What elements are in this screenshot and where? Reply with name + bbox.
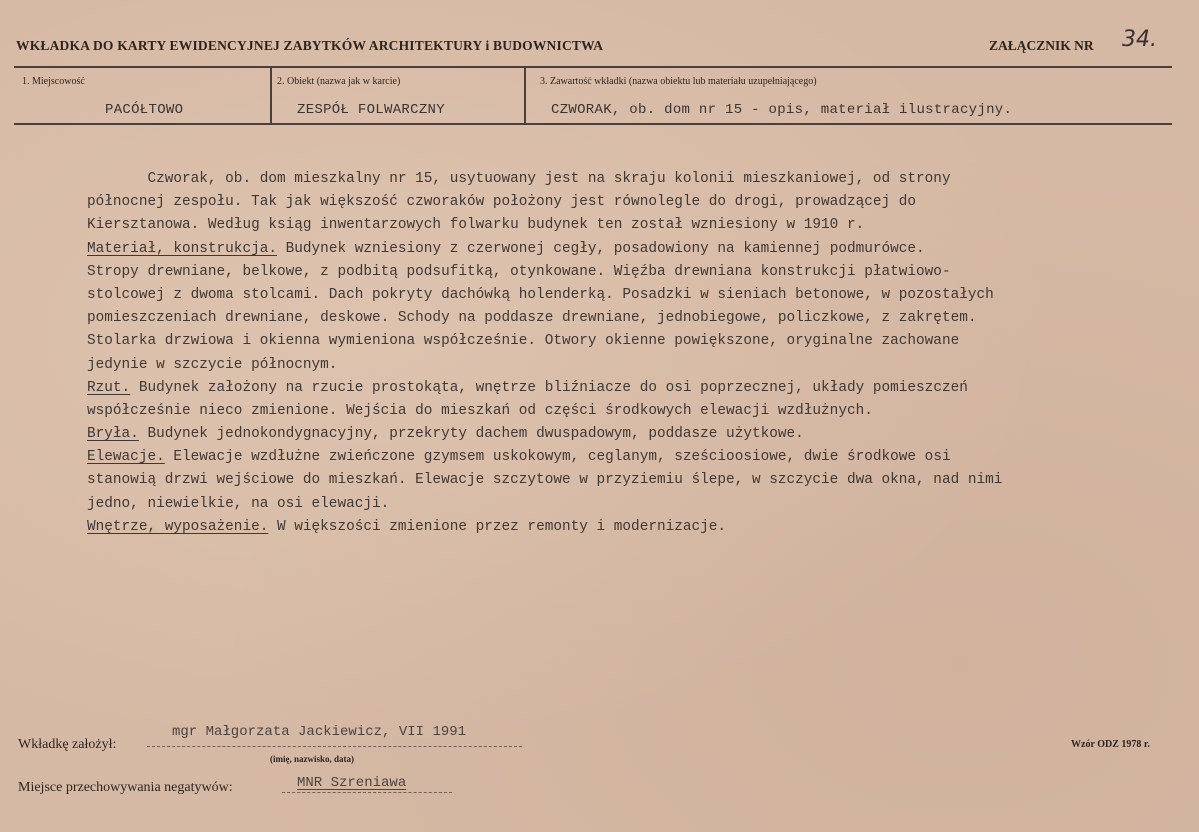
founder-hint: (imię, nazwisko, data) xyxy=(270,754,354,764)
field-content-value: CZWORAK, ob. dom nr 15 - opis, materiał ilustracyjny. xyxy=(551,102,1013,118)
section-heading: Materiał, konstrukcja. xyxy=(87,240,277,257)
body-line: współcześnie nieco zmienione. Wejścia do mieszkań od części środkowych elewacji wzdłużnych. xyxy=(87,402,873,419)
body-line: jedynie w szczycie północnym. xyxy=(87,356,338,373)
body-line: pomieszczeniach drewniane, deskowe. Schody na poddasze drewniane, jednobiegowe, policzkowe, z zakrętem. xyxy=(87,310,977,327)
body-line: Kiersztanowa. Według ksiąg inwentarzowych folwarku budynek ten został wzniesiony w 1910 r. xyxy=(87,217,865,234)
field-content-label: 3. Zawartość wkładki (nazwa obiektu lub materiału uzupełniającego) xyxy=(540,76,817,87)
body-line: Stolarka drzwiowa i okienna wymieniona współcześnie. Otwory okienne powiększone, oryginalne zachowane xyxy=(87,333,960,350)
body-line: Materiał, konstrukcja. Budynek wzniesiony z czerwonej cegły, posadowiony na kamiennej podmurówce. xyxy=(87,240,925,257)
header-top-rule xyxy=(14,66,1172,68)
field-locality-value: PACÓŁTOWO xyxy=(105,102,184,118)
section-heading: Bryła. xyxy=(87,426,139,443)
field-divider-1 xyxy=(270,66,272,124)
body-line: Wnętrze, wyposażenie. W większości zmienione przez remonty i modernizacje. xyxy=(87,518,727,535)
attachment-label: ZAŁĄCZNIK NR xyxy=(989,38,1094,53)
founder-value: mgr Małgorzata Jackiewicz, VII 1991 xyxy=(172,724,467,740)
body-line: Rzut. Budynek założony na rzucie prostokąta, wnętrze bliźniacze do osi poprzecznej, układy pomieszczeń xyxy=(87,379,968,396)
storage-label: Miejsce przechowywania negatywów: xyxy=(18,780,233,795)
description-body xyxy=(87,168,1187,539)
body-line: północnej zespołu. Tak jak większość czworaków położony jest równolegle do drogi, prowadzącej do xyxy=(87,194,917,211)
founder-underline xyxy=(147,746,522,747)
section-heading: Wnętrze, wyposażenie. xyxy=(87,518,269,535)
form-code: Wzór ODZ 1978 r. xyxy=(1071,739,1150,750)
storage-value: MNR Szreniawa xyxy=(297,775,407,791)
field-object-label: 2. Obiekt (nazwa jak w karcie) xyxy=(277,76,401,87)
founder-label: Wkładkę założył: xyxy=(18,737,117,752)
attachment-number: 34. xyxy=(1122,27,1157,52)
field-object-value: ZESPÓŁ FOLWARCZNY xyxy=(297,102,445,118)
form-title: WKŁADKA DO KARTY EWIDENCYJNEJ ZABYTKÓW ARCHITEKTURY i BUDOWNICTWA xyxy=(16,38,604,53)
body-line: Czworak, ob. dom mieszkalny nr 15, usytuowany jest na skraju kolonii mieszkaniowej, od strony xyxy=(87,171,951,187)
body-line: Stropy drewniane, belkowe, z podbitą podsufitką, otynkowane. Więźba drewniana konstrukcji płatwiowo- xyxy=(87,263,951,280)
field-divider-2 xyxy=(524,66,526,124)
body-line: stolcowej z dwoma stolcami. Dach pokryty dachówką holenderką. Posadzki w sieniach betonowe, w pozostałych xyxy=(87,286,994,303)
body-line: jedno, niewielkie, na osi elewacji. xyxy=(87,495,390,512)
body-line: Elewacje. Elewacje wzdłużne zwieńczone gzymsem uskokowym, ceglanym, sześcioosiowe, dwie środkowe osi xyxy=(87,449,951,466)
section-heading: Rzut. xyxy=(87,379,131,396)
storage-underline xyxy=(282,792,452,793)
section-heading: Elewacje. xyxy=(87,449,165,466)
header-bottom-rule xyxy=(14,123,1172,125)
body-line: Bryła. Budynek jednokondygnacyjny, przekryty dachem dwuspadowym, poddasze użytkowe. xyxy=(87,426,804,443)
body-line: stanowią drzwi wejściowe do mieszkań. Elewacje szczytowe w przyziemiu ślepe, w szczycie dwa okna, nad nimi xyxy=(87,472,1003,489)
field-locality-label: 1. Miejscowość xyxy=(22,76,85,87)
